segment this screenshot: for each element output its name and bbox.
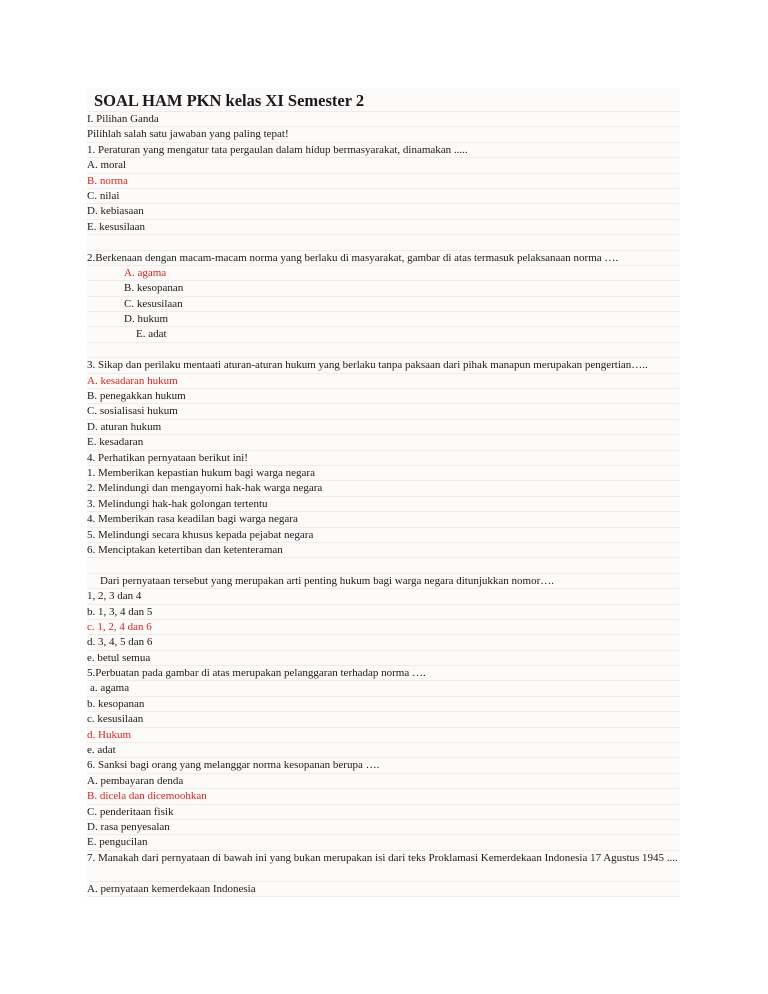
- question-6: 6. Sanksi bagi orang yang melanggar norma kesopanan berupa ….: [87, 758, 680, 773]
- q6-option-a: A. pembayaran denda: [87, 774, 680, 789]
- document-page: [87, 88, 680, 897]
- q1-option-c: C. nilai: [87, 189, 680, 204]
- q5-option-b: b. kesopanan: [87, 697, 680, 712]
- q4-option-d: d. 3, 4, 5 dan 6: [87, 635, 680, 650]
- q4-statement-3: 3. Melindungi hak-hak golongan tertentu: [87, 497, 680, 512]
- q4-statement-4: 4. Memberikan rasa keadilan bagi warga negara: [87, 512, 680, 527]
- question-4: 4. Perhatikan pernyataan berikut ini!: [87, 451, 680, 466]
- q5-option-c: c. kesusilaan: [87, 712, 680, 727]
- q2-option-d: D. hukum: [87, 312, 680, 327]
- q3-option-a-answer: A. kesadaran hukum: [87, 374, 680, 389]
- q4-statement-5: 5. Melindungi secara khusus kepada pejabat negara: [87, 528, 680, 543]
- q1-option-a: A. moral: [87, 158, 680, 173]
- question-3: 3. Sikap dan perilaku mentaati aturan-aturan hukum yang berlaku tanpa paksaan dari pihak manapun merupakan pengertian…..: [87, 358, 680, 373]
- question-5: 5.Perbuatan pada gambar di atas merupakan pelanggaran terhadap norma ….: [87, 666, 680, 681]
- q4-statement-2: 2. Melindungi dan mengayomi hak-hak warga negara: [87, 481, 680, 496]
- section-heading: I. Pilihan Ganda: [87, 112, 680, 127]
- q2-option-b: B. kesopanan: [87, 281, 680, 296]
- q4-prompt: Dari pernyataan tersebut yang merupakan arti penting hukum bagi warga negara ditunjukkan nomor….: [87, 574, 680, 589]
- spacer: [87, 558, 680, 573]
- q5-option-a: a. agama: [87, 681, 680, 696]
- q4-option-c-answer: c. 1, 2, 4 dan 6: [87, 620, 680, 635]
- page-title: SOAL HAM PKN kelas XI Semester 2: [87, 88, 680, 112]
- q5-option-e: e. adat: [87, 743, 680, 758]
- instruction: Pilihlah salah satu jawaban yang paling tepat!: [87, 127, 680, 142]
- q2-option-a-answer: A. agama: [87, 266, 680, 281]
- q1-option-e: E. kesusilaan: [87, 220, 680, 235]
- question-2: 2.Berkenaan dengan macam-macam norma yang berlaku di masyarakat, gambar di atas termasuk pelaksanaan norma ….: [87, 251, 680, 266]
- q4-option-e: e. betul semua: [87, 651, 680, 666]
- q4-option-a: 1, 2, 3 dan 4: [87, 589, 680, 604]
- q7-option-a: A. pernyataan kemerdekaan Indonesia: [87, 882, 680, 897]
- q1-option-b-answer: B. norma: [87, 174, 680, 189]
- q4-option-b: b. 1, 3, 4 dan 5: [87, 605, 680, 620]
- q1-option-d: D. kebiasaan: [87, 204, 680, 219]
- q4-statement-1: 1. Memberikan kepastian hukum bagi warga negara: [87, 466, 680, 481]
- q3-option-e: E. kesadaran: [87, 435, 680, 450]
- q6-option-c: C. penderitaan fisik: [87, 805, 680, 820]
- q2-option-c: C. kesusilaan: [87, 297, 680, 312]
- q2-option-e: E. adat: [87, 327, 680, 342]
- q3-option-c: C. sosialisasi hukum: [87, 404, 680, 419]
- q3-option-b: B. penegakkan hukum: [87, 389, 680, 404]
- q6-option-e: E. pengucilan: [87, 835, 680, 850]
- q6-option-b-answer: B. dicela dan dicemoohkan: [87, 789, 680, 804]
- q4-statement-6: 6. Menciptakan ketertiban dan ketenteraman: [87, 543, 680, 558]
- spacer: [87, 343, 680, 358]
- q3-option-d: D. aturan hukum: [87, 420, 680, 435]
- spacer: [87, 235, 680, 250]
- question-7: 7. Manakah dari pernyataan di bawah ini yang bukan merupakan isi dari teks Proklamasi Kemerdekaan Indonesia 17 Agustus 1945 ....: [87, 851, 680, 882]
- q5-option-d-answer: d. Hukum: [87, 728, 680, 743]
- q6-option-d: D. rasa penyesalan: [87, 820, 680, 835]
- question-1: 1. Peraturan yang mengatur tata pergaulan dalam hidup bermasyarakat, dinamakan .....: [87, 143, 680, 158]
